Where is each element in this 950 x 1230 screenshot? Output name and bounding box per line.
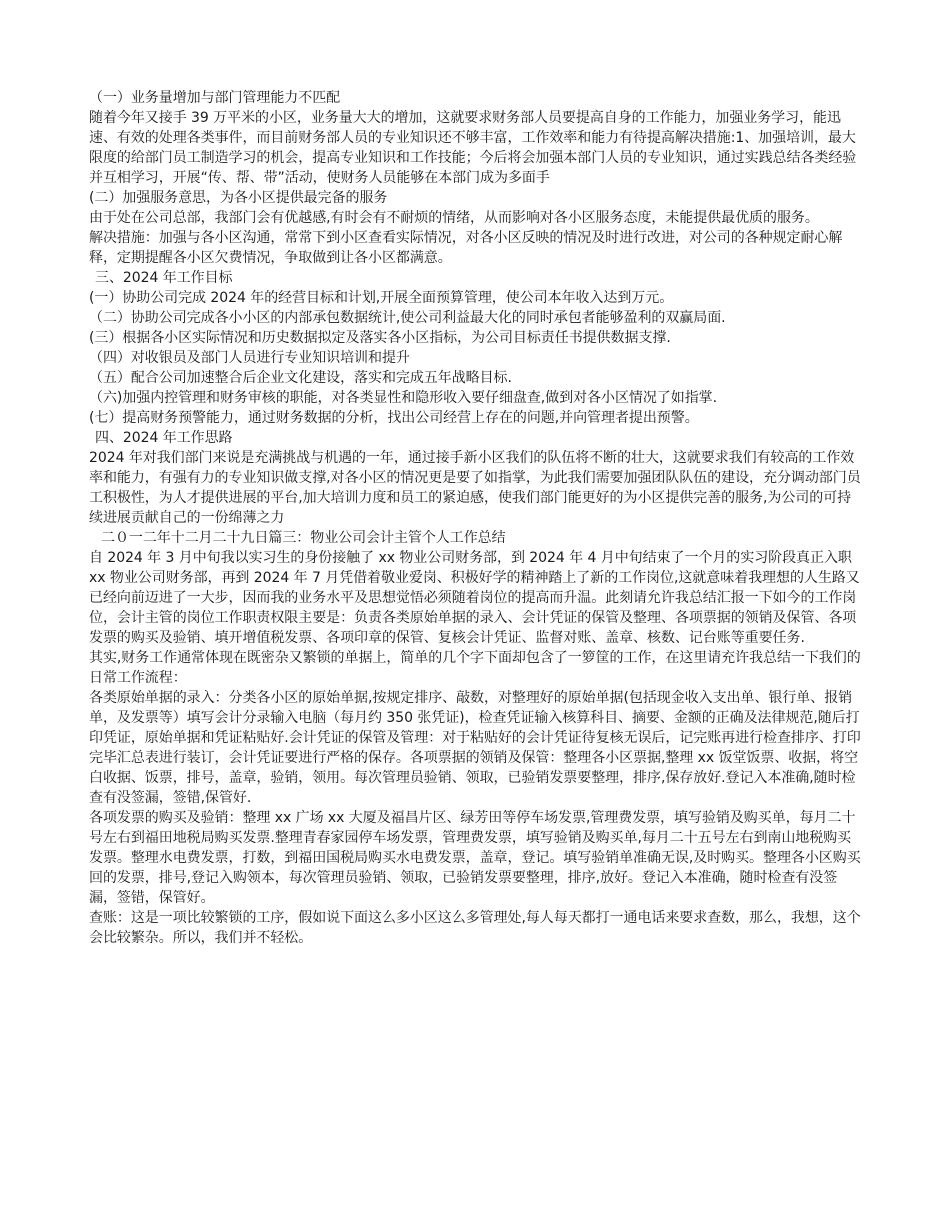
article-title-part3: 二０一二年十二月二十九日篇三：物业公司会计主管个人工作总结 (101, 530, 506, 546)
section-heading-1: （一）业务量增加与部门管理能力不匹配 (89, 90, 341, 106)
paragraph: 自 2024 年 3 月中旬我以实习生的身份接触了 xx 物业公司财务部，到 2024 年 4 月中旬结束了一个月的实习阶段真正入职 xx 物业公司财务部，再到 2024 年 7 月凭借着敬业爱岗、积极好学的精神踏上了新的工作岗位,这就意味着我理想的人生路又已经向前迈进了一大步，因而我的业务水平及思想觉悟必须随着岗位的提高而升温。此刻请允许我总结汇报一下如今的工作岗位，会计主管的岗位工作职责权限主要是：负责各类原始单据的录入、会计凭证的保管及整理、各项票据的领销及保管、各项发票的购买及验销、填开增值税发票、各项印章的保管、复核会计凭证、监督对账、盖章、核数、记台账等重要任务. (89, 550, 860, 646)
paragraph: 由于处在公司总部，我部门会有优越感,有时会有不耐烦的情绪，从而影响对各小区服务态度，未能提供最优质的服务。 (89, 210, 819, 226)
section-heading-goals: 三、2024 年工作目标 (95, 270, 233, 286)
goal-item-1: (一）协助公司完成 2024 年的经营目标和计划,开展全面预算管理，使公司本年收入达到万元。 (89, 290, 674, 306)
goal-item-3: (三）根据各小区实际情况和历史数据拟定及落实各小区指标，为公司目标责任书提供数据支撑. (89, 330, 671, 346)
goal-item-7: (七）提高财务预警能力，通过财务数据的分析，找出公司经营上存在的问题,并向管理者提出预警。 (89, 410, 699, 426)
goal-item-5: （五）配合公司加速整合后企业文化建设，落实和完成五年战略目标. (89, 370, 512, 386)
paragraph: 各项发票的购买及验销：整理 xx 广场 xx 大厦及福昌片区、绿芳田等停车场发票,管理费发票，填写验销及购买单，每月二十号左右到福田地税局购买发票.整理青春家园停车场发票，管理费发票，填写验销及购买单,每月二十五号左右到南山地税购买发票。整理水电费发票，打数，到福田国税局购买水电费发票，盖章，登记。填写验销单准确无误,及时购买。整理各小区购买回的发票，排号,登记入购领本，每次管理员验销、领取，已验销发票要整理，排序,放好。登记入本准确，随时检查有没签漏，签错，保管好。 (89, 810, 861, 906)
section-heading-ideas: 四、2024 年工作思路 (95, 430, 233, 446)
paragraph: 各类原始单据的录入：分类各小区的原始单据,按规定排序、敲数，对整理好的原始单据(包括现金收入支出单、银行单、报销单，及发票等）填写会计分录输入电脑（每月约 350 张凭证)，检查凭证输入核算科目、摘要、金额的正确及法律规范,随后打印凭证，原始单据和凭证粘贴好.会计凭证的保管及管理：对于粘贴好的会计凭证待复核无误后，记完账再进行检查排序、打印完毕汇总表进行装订，会计凭证要进行严格的保存。各项票据的领销及保管：整理各小区票据,整理 xx 饭堂饭票、收据，将空白收据、饭票，排号，盖章，验销，领用。每次管理员验销、领取，已验销发票要整理，排序,保存放好.登记入本准确,随时检查有没签漏，签错,保管好. (89, 690, 861, 806)
section-heading-2: (二）加强服务意思，为各小区提供最完备的服务 (89, 190, 388, 206)
paragraph: 其实,财务工作通常体现在既密杂又繁锁的单据上，简单的几个字下面却包含了一箩筐的工作，在这里请充许我总结一下我们的日常工作流程： (89, 650, 861, 686)
goal-item-4: （四）对收银员及部门人员进行专业知识培训和提升 (89, 350, 410, 366)
goal-item-2: （二）协助公司完成各小小区的内部承包数据统计,使公司利益最大化的同时承包者能够盈利的双赢局面. (89, 310, 726, 326)
paragraph: 查账：这是一项比较繁锁的工序，假如说下面这么多小区这么多管理处,每人每天都打一通电话来要求查数，那么，我想，这个会比较繁杂。所以，我们并不轻松。 (89, 910, 861, 946)
paragraph: 2024 年对我们部门来说是充满挑战与机遇的一年，通过接手新小区我们的队伍将不断的壮大，这就要求我们有较高的工作效率和能力，有强有力的专业知识做支撑,对各小区的情况更是要了如指掌，为此我们需要加强团队队伍的建设，充分调动部门员工积极性，为人才提供进展的平台,加大培训力度和员工的紧迫感，使我们部门能更好的为小区提供完善的服务,为公司的可持续进展贡献自己的一份绵薄之力 (89, 450, 861, 526)
document-body (89, 88, 864, 948)
paragraph: 解决措施：加强与各小区沟通，常常下到小区查看实际情况，对各小区反映的情况及时进行改进，对公司的各种规定耐心解释，定期提醒各小区欠费情况，争取做到让各小区都满意。 (89, 230, 843, 266)
goal-item-6: （六)加强内控管理和财务审核的职能，对各类显性和隐形收入要仔细盘查,做到对各小区情况了如指掌. (89, 390, 718, 406)
paragraph: 随着今年又接手 39 万平米的小区，业务量大大的增加，这就要求财务部人员要提高自身的工作能力，加强业务学习，能迅速、有效的处理各类事件，而目前财务部人员的专业知识还不够丰富，工作效率和能力有待提高解决措施:1、加强培训，最大限度的给部门员工制造学习的机会，提高专业知识和工作技能；今后将会加强本部门人员的专业知识，通过实践总结各类经验并互相学习，开展“传、帮、带”活动，使财务人员能够在本部门成为多面手 (89, 110, 857, 186)
